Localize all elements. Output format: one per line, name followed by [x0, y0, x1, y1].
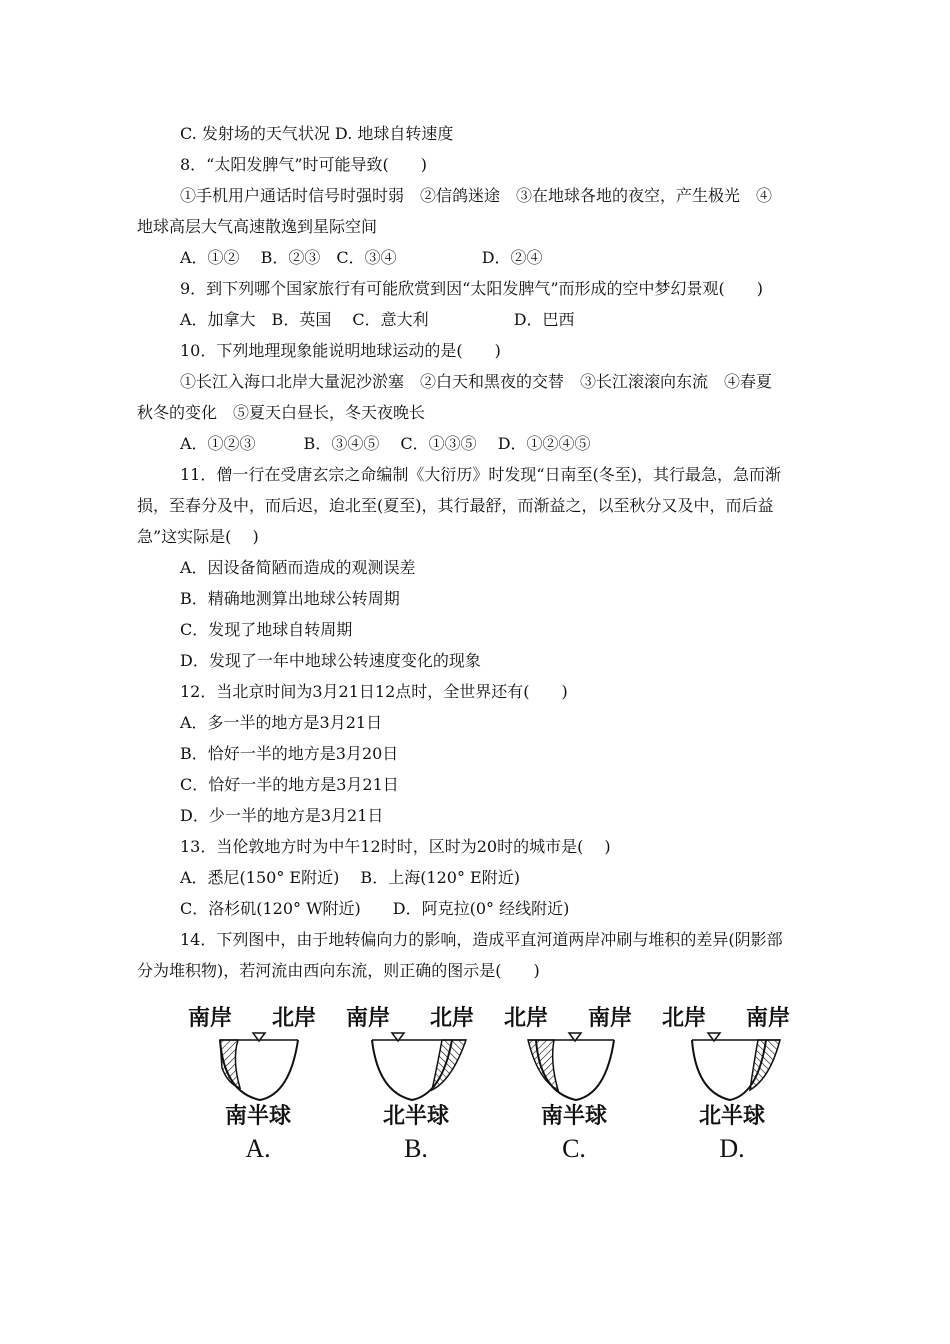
figure-panel-d [662, 1000, 802, 1170]
river-channel-figure [188, 1000, 808, 1170]
deposit-shading [750, 1040, 780, 1090]
hemisphere-label: 北半球 [698, 1104, 765, 1129]
figure-panel-b [346, 1000, 486, 1170]
right-bank-label: 北岸 [430, 1006, 475, 1031]
deposit-shading [432, 1040, 466, 1090]
question-line: A．①② B．②③ C．③④ D．②④ [180, 248, 543, 267]
question-line: C. 发射场的天气状况 D. 地球自转速度 [180, 124, 454, 143]
question-line: ①长江入海口北岸大量泥沙淤塞 ②白天和黑夜的交替 ③长江滚滚向东流 ④春夏 [180, 372, 773, 391]
question-line: 13．当伦敦地方时为中午12时时，区时为20时的城市是( ) [180, 837, 611, 856]
question-line: 损，至春分及中，而后迟，迨北至(夏至)，其行最舒，而渐益之，以至秋分又及中，而后益 [137, 496, 774, 515]
question-line: ①手机用户通话时信号时强时弱 ②信鸽迷途 ③在地球各地的夜空，产生极光 ④ [180, 186, 773, 205]
question-line: A．多一半的地方是3月21日 [180, 713, 383, 732]
channel-cross-section [356, 1030, 476, 1105]
question-line: 地球高层大气高速散逸到星际空间 [137, 217, 378, 236]
deposit-shading [220, 1040, 240, 1088]
hemisphere-label: 北半球 [382, 1104, 449, 1129]
right-bank-label: 北岸 [272, 1006, 317, 1031]
right-bank-label: 南岸 [588, 1006, 633, 1031]
option-letter: C. [562, 1134, 586, 1163]
hemisphere-label: 南半球 [540, 1104, 607, 1129]
channel-cross-section [198, 1030, 318, 1105]
question-line: 秋冬的变化 ⑤夏天白昼长，冬天夜晚长 [137, 403, 426, 422]
left-bank-label: 北岸 [662, 1006, 707, 1031]
option-letter: A. [245, 1134, 271, 1163]
left-bank-label: 南岸 [188, 1006, 233, 1031]
question-line: B．精确地测算出地球公转周期 [180, 589, 400, 608]
question-line: 分为堆积物)，若河流由西向东流，则正确的图示是( ) [137, 961, 540, 980]
question-line: D．少一半的地方是3月21日 [180, 806, 384, 825]
channel-cross-section [672, 1030, 792, 1105]
question-line: B．恰好一半的地方是3月20日 [180, 744, 399, 763]
option-letter: B. [404, 1134, 428, 1163]
question-line: A．因设备简陋而造成的观测误差 [180, 558, 416, 577]
question-line: 12．当北京时间为3月21日12点时，全世界还有( ) [180, 682, 568, 701]
figure-panel-a [188, 1000, 328, 1170]
channel-cross-section [514, 1030, 634, 1105]
right-bank-label: 南岸 [746, 1006, 791, 1031]
question-line: A．悉尼(150° E附近) B．上海(120° E附近) [180, 868, 520, 887]
question-line: 急”这实际是( ) [137, 527, 259, 546]
figure-panel-c [504, 1000, 644, 1170]
question-line: 10．下列地理现象能说明地球运动的是( ) [180, 341, 501, 360]
question-line: A．①②③ B．③④⑤ C．①③⑤ D．①②④⑤ [180, 434, 591, 453]
question-line: A．加拿大 B．英国 C．意大利 D．巴西 [180, 310, 575, 329]
question-line: 9．到下列哪个国家旅行有可能欣赏到因“太阳发脾气”而形成的空中梦幻景观( ) [180, 279, 764, 298]
option-letter: D. [719, 1134, 745, 1163]
question-line: D．发现了一年中地球公转速度变化的现象 [180, 651, 481, 670]
deposit-shading [528, 1040, 558, 1090]
question-line: C．恰好一半的地方是3月21日 [180, 775, 399, 794]
question-line: 8．“太阳发脾气”时可能导致( ) [180, 155, 428, 174]
question-line: 14．下列图中，由于地转偏向力的影响，造成平直河道两岸冲刷与堆积的差异(阴影部 [180, 930, 783, 949]
question-line: C．洛杉矶(120° W附近) D．阿克拉(0° 经线附近) [180, 899, 570, 918]
question-line: C．发现了地球自转周期 [180, 620, 353, 639]
left-bank-label: 北岸 [504, 1006, 549, 1031]
hemisphere-label: 南半球 [224, 1104, 291, 1129]
question-line: 11．僧一行在受唐玄宗之命编制《大衍历》时发现“日南至(冬至)，其行最急，急而渐 [180, 465, 782, 484]
left-bank-label: 南岸 [346, 1006, 391, 1031]
